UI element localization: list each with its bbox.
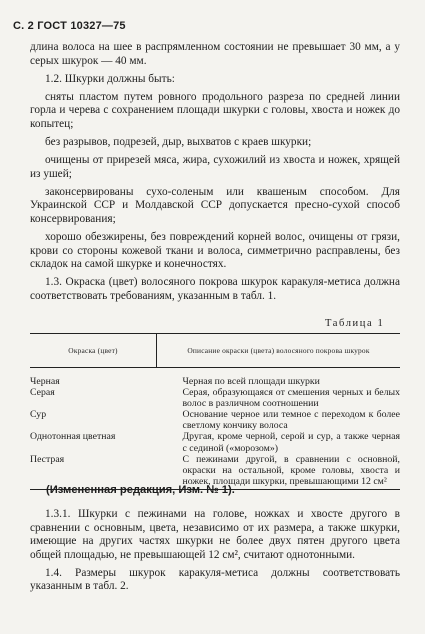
- table-row: [30, 387, 400, 409]
- table-cell-description: Серая, образующаяся от смешения черных и белых волос в различном соотношении: [182, 387, 400, 410]
- page-header: С. 2 ГОСТ 10327—75: [13, 20, 126, 32]
- table-cell-description: Другая, кроме черной, серой и сур, а также черная с сединой («морозом»): [182, 431, 400, 454]
- table-cell-description: Основание черное или темное с переходом к более светлому кончику волоса: [182, 409, 400, 432]
- table-caption: Таблица 1: [325, 318, 385, 329]
- body-text-bottom: [30, 508, 400, 599]
- paragraph: сняты пластом путем ровного продольного разреза по средней линии горла и черева с сохранением площади шкурки с головы, хвоста и ножек до копытец;: [30, 90, 400, 130]
- paragraph: очищены от прирезей мяса, жира, сухожилий из хвоста и ножек, хрящей из ушей;: [30, 154, 400, 180]
- body-text-top: [30, 41, 400, 308]
- table-cell-color: Серая: [30, 387, 55, 399]
- table-row: [30, 409, 400, 431]
- table-cell-color: Сур: [30, 409, 47, 421]
- paragraph: 1.3.1. Шкурки с пежинами на голове, ножках и хвосте другого в сравнении с основным, цвета, независимо от их размера, а также шкурки, имеющие на других частях шкурки не более двух пятен другого цвета общей площадью, не превышающей 12 см², считают однотонными.: [30, 508, 400, 561]
- table-cell-color: Черная: [30, 376, 60, 387]
- table-header-color: Окраска (цвет): [30, 334, 157, 368]
- color-table: [30, 333, 400, 490]
- paragraph: 1.3. Окраска (цвет) волосяного покрова шкурок каракуля-метиса должна соответствовать требованиям, указанным в табл. 1.: [30, 276, 400, 302]
- table-cell-color: Пестрая: [30, 454, 157, 490]
- paragraph: длина волоса на шее в распрямленном состоянии не превышает 30 мм, а у серых шкурок — 40 мм.: [30, 41, 400, 67]
- paragraph: законсервированы сухо-соленым или квашеным способом. Для Украинской ССР и Молдавской ССР допускается пресно-сухой способ консервирования;: [30, 185, 400, 226]
- table-cell-description: С пежинами другой, в сравнении с основной, окраски на остальной, кроме головы, хвоста и ножек, площади шкурки, превышающими 12 см²: [157, 454, 401, 490]
- paragraph: 1.2. Шкурки должны быть:: [45, 72, 175, 85]
- table-header-description: Описание окраски (цвета) волосяного покрова шкурок: [157, 334, 401, 368]
- table-cell-description: Черная по всей площади шкурки: [182, 376, 320, 387]
- paragraph: хорошо обезжирены, без повреждений корней волос, очищены от грязи, крови со стороны кожевой ткани и волоса, симметрично расправлены, без складок на самой шкурке и конечностях.: [30, 231, 400, 271]
- amendment-note: (Измененная редакция, Изм. № 1).: [46, 484, 235, 496]
- table-row: [30, 368, 400, 388]
- table-cell-color: Однотонная цветная: [30, 431, 116, 443]
- table-row: [30, 431, 400, 453]
- paragraph: 1.4. Размеры шкурок каракуля-метиса должны соответствовать указанным в табл. 2.: [30, 566, 400, 593]
- paragraph: без разрывов, подрезей, дыр, выхватов с краев шкурки;: [45, 136, 312, 149]
